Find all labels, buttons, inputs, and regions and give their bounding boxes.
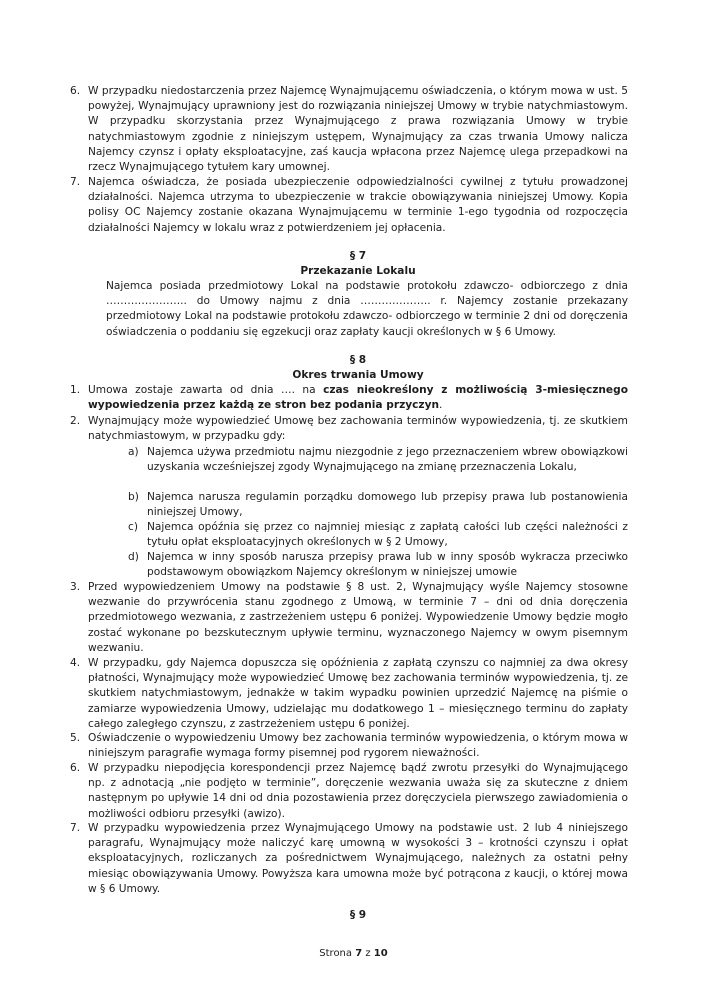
section-7-title: Przekazanie Lokalu xyxy=(300,265,416,277)
footer-page-number: 7 xyxy=(355,948,363,959)
section-7-number: § 7 xyxy=(349,250,367,262)
item-text: W przypadku, gdy Najemca dopuszcza się opóźnienia z zapłatą czynszu co najmniej za dwa okresy płatności, Wynajmujący może wypowiedzieć Umowę bez zachowania terminów wypowiedzenia, tj. ze skutkiem natychmiastowym, jednakże w takim wypadku powinien uprzedzić Najemcę na piśmie o zamiarze wypowiedzenia Umowy, udzielając mu dodatkowego 1 – miesięcznego terminu do zapłaty całego zaległego czynszu, z zastrzeżeniem ustępu 6 poniżej. xyxy=(88,657,628,730)
section-8-title: Okres trwania Umowy xyxy=(292,369,424,381)
sub-item-c xyxy=(128,520,628,550)
list-number: 6. xyxy=(70,85,81,97)
sub-letter: b) xyxy=(128,491,139,503)
footer-page-total: 10 xyxy=(373,948,388,959)
page-footer xyxy=(0,946,707,961)
footer-prefix: Strona xyxy=(319,948,356,959)
clause-text: Najemca oświadcza, że posiada ubezpieczenie odpowiedzialności cywilnej z tytułu prowadzonej działalności. Najemca utrzyma to ubezpieczenie w trakcie obowiązywania niniejszej Umowy. Kopia polisy OC Najemcy zostanie okazana Wynajmującemu w terminie 1-ego tygodnia od rozpoczęcia działalności Najemcy w lokalu wraz z potwierdzeniem jej opłacenia. xyxy=(88,176,628,234)
sub-text: Najemca opóźnia się przez co najmniej miesiąc z zapłatą całości lub części należności z tytułu opłat eksploatacyjnych określonych w § 2 Umowy, xyxy=(147,521,628,549)
section-8-item-2 xyxy=(70,414,628,444)
section-8-item-5 xyxy=(70,731,628,761)
clause-6-item xyxy=(70,84,628,175)
clause-text: W przypadku niedostarczenia przez Najemcę Wynajmującemu oświadczenia, o którym mowa w ust. 5 powyżej, Wynajmujący uprawniony jest do rozwiązania niniejszej Umowy w trybie natychmiastowym. W przypadku skorzystania przez Wynajmującego z prawa rozwiązania Umowy w trybie natychmiastowym zgodnie z niniejszym ustępem, Wynajmujący za czas trwania Umowy nalicza Najemcy czynsz i opłaty eksploatacyjne, zaś kaucja wpłacona przez Najemcę ulega przepadkowi na rzecz Wynajmującego tytułem kary umownej. xyxy=(88,85,628,174)
item-text-start: Umowa zostaje zawarta od dnia …. na xyxy=(88,384,324,396)
sub-text: Najemca narusza regulamin porządku domowego lub przepisy prawa lub postanowienia niniejszej Umowy, xyxy=(147,491,628,519)
sub-text: Najemca używa przedmiotu najmu niezgodnie z jego przeznaczeniem wbrew obowiązkowi uzyskania wcześniejszej zgody Wynajmującego na zmianę przeznaczenia Lokalu, xyxy=(147,446,628,474)
item-text: Oświadczenie o wypowiedzeniu Umowy bez zachowania terminów wypowiedzenia, o którym mowa w niniejszym paragrafie wymaga formy pisemnej pod rygorem nieważności. xyxy=(88,732,628,760)
list-number: 7. xyxy=(70,822,81,834)
list-number: 1. xyxy=(70,384,81,396)
item-text: Przed wypowiedzeniem Umowy na podstawie § 8 ust. 2, Wynajmujący wyśle Najemcy stosowne wezwanie do przywrócenia stanu zgodnego z Umową, w terminie 7 – dni od dnia doręczenia przedmiotowego wezwania, z zastrzeżeniem ustępu 6 poniżej. Wypowiedzenie Umowy będzie mogło zostać wykonane po bezskutecznym upływie terminu, wyznaczonego Najemcy w owym pisemnym wezwaniu. xyxy=(88,581,628,654)
item-text: Wynajmujący może wypowiedzieć Umowę bez zachowania terminów wypowiedzenia, tj. ze skutkiem natychmiastowym, w przypadku gdy: xyxy=(88,415,628,443)
section-7-text: Najemca posiada przedmiotowy Lokal na podstawie protokołu zdawczo- odbiorczego z dnia ………………….. do Umowy najmu z dnia ……………….. r. Najemcy zostanie przekazany przedmiotowy Lokal na podstawie protokołu zdawczo- odbiorczego w terminie 2 dni od doręczenia oświadczenia o poddaniu się egzekucji oraz zapłaty kaucji określonych w § 6 Umowy. xyxy=(106,280,628,338)
section-8-item-6 xyxy=(70,761,628,822)
sub-letter: c) xyxy=(128,521,138,533)
section-8-item-1 xyxy=(70,383,628,413)
item-text: W przypadku niepodjęcia korespondencji przez Najemcę bądź zwrotu przesyłki do Wynajmującego np. z adnotacją „nie podjęto w terminie”, doręczenie wezwania uważa się za skuteczne z dniem następnym po upływie 14 dni od dnia pozostawienia przez doręczyciela pierwszego zawiadomienia o możliwości odbioru przesyłki (awizo). xyxy=(88,762,628,820)
clause-7-item xyxy=(70,175,628,236)
list-number: 7. xyxy=(70,176,81,188)
list-number: 4. xyxy=(70,657,81,669)
item-text-bold: czas nieokreślony z możliwością 3-miesięcznego wypowiedzenia przez każdą ze stron bez podania przyczyn xyxy=(88,384,628,412)
section-8-number: § 8 xyxy=(349,354,367,366)
list-number: 3. xyxy=(70,581,81,593)
section-8-item-4 xyxy=(70,656,628,732)
section-8-item-7 xyxy=(70,821,628,897)
list-number: 6. xyxy=(70,762,81,774)
item-text: W przypadku wypowiedzenia przez Wynajmującego Umowy na podstawie ust. 2 lub 4 niniejszego paragrafu, Wynajmujący może naliczyć karę umowną w wysokości 3 – krotności czynszu i opłat eksploatacyjnych, rozliczanych za pośrednictwem Wynajmującego, należnych za ostatni pełny miesiąc obowiązywania Umowy. Powyższa kara umowna może być potrącona z kaucji, o której mowa w § 6 Umowy. xyxy=(88,822,628,895)
footer-separator: z xyxy=(362,948,374,959)
sub-text: Najemca w inny sposób narusza przepisy prawa lub w inny sposób wykracza przeciwko podstawowym obowiązkom Najemcy określonym w niniejszej umowie xyxy=(147,551,628,579)
sub-letter: a) xyxy=(128,446,139,458)
sub-item-a xyxy=(128,445,628,475)
section-9-number: § 9 xyxy=(349,909,367,921)
sub-letter: d) xyxy=(128,551,139,563)
sub-item-d xyxy=(128,550,628,580)
section-8-item-3 xyxy=(70,580,628,656)
sub-item-b xyxy=(128,490,628,520)
list-number: 2. xyxy=(70,415,81,427)
list-number: 5. xyxy=(70,732,81,744)
item-text-end: . xyxy=(439,399,443,412)
